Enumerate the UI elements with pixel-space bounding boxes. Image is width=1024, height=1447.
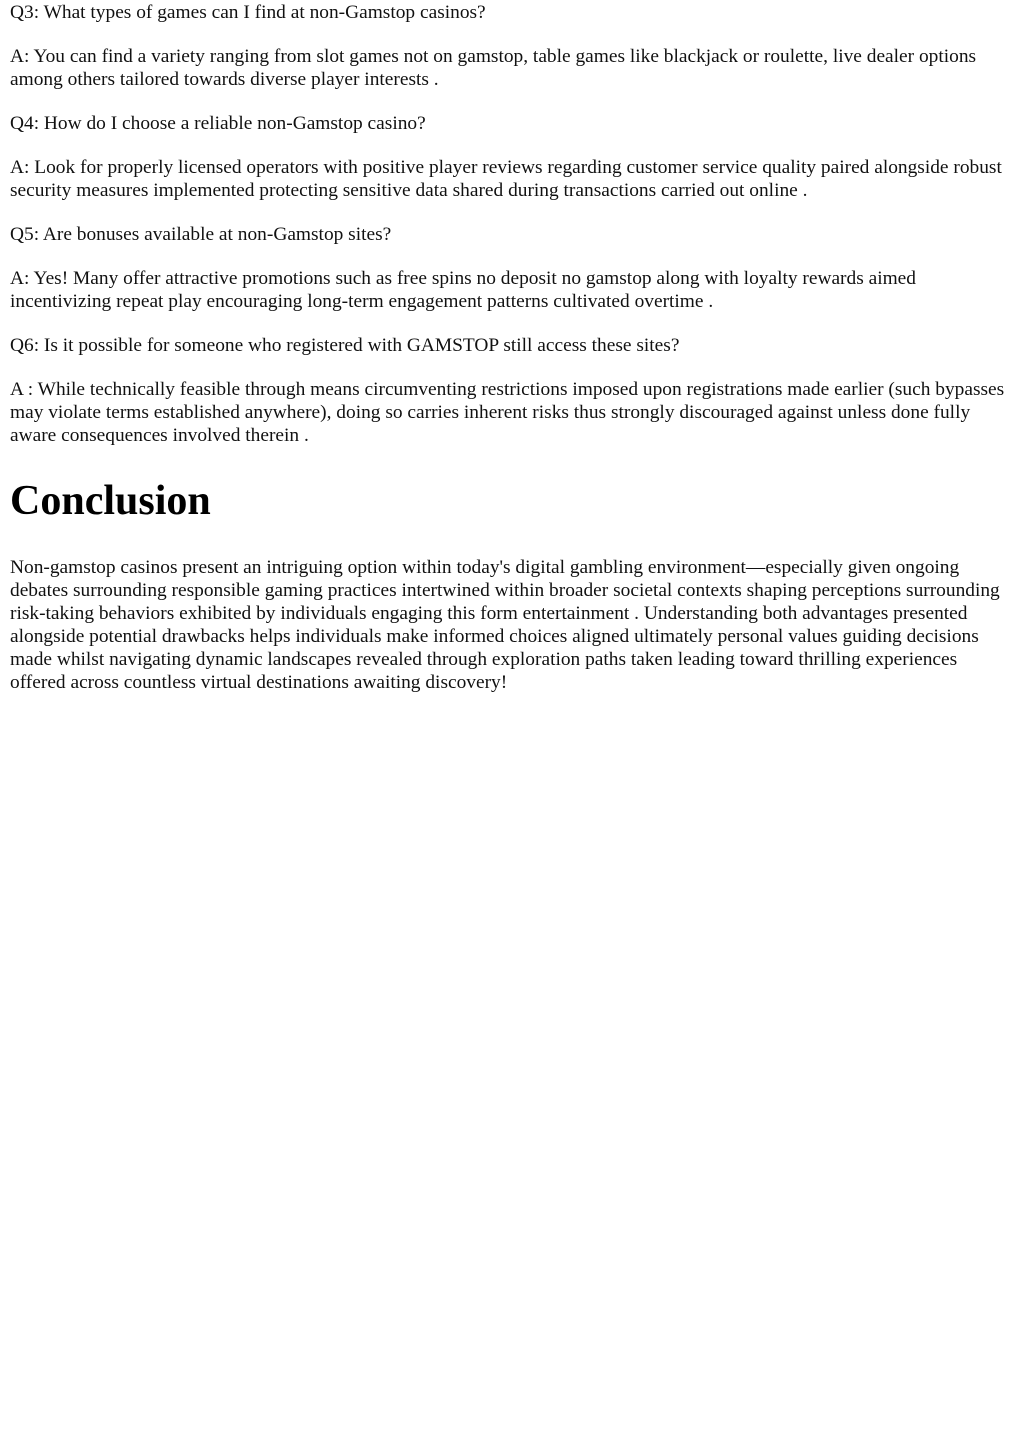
faq-list [10, 1, 1014, 447]
faq-question: Q5: Are bonuses available at non-Gamstop sites? [10, 224, 392, 245]
faq-item [10, 112, 1014, 202]
faq-answer: A: You can find a variety ranging from slot games not on gamstop, table games like blackjack or roulette, live dealer options among others tailored towards diverse player interests . [10, 46, 977, 90]
conclusion-paragraph: Non-gamstop casinos present an intriguing option within today's digital gambling environment—especially given ongoing debates surrounding responsible gaming practices intertwined within broader societal contexts shaping perceptions surrounding risk-taking behaviors exhibited by individuals engaging this form entertainment . Understanding both advantages presented alongside potential drawbacks helps individuals make informed choices aligned ultimately personal values guiding decisions made whilst navigating dynamic landscapes revealed through exploration paths taken leading toward thrilling experiences offered across countless virtual destinations awaiting discovery! [10, 557, 1000, 693]
conclusion-heading: Conclusion [10, 478, 211, 524]
faq-item [10, 1, 1014, 91]
faq-answer: A: Yes! Many offer attractive promotions such as free spins no deposit no gamstop along with loyalty rewards aimed incentivizing repeat play encouraging long-term engagement patterns cultivated overtime . [10, 268, 916, 312]
faq-question: Q4: How do I choose a reliable non-Gamstop casino? [10, 113, 426, 134]
faq-item [10, 334, 1014, 447]
faq-question: Q6: Is it possible for someone who registered with GAMSTOP still access these sites? [10, 335, 680, 356]
faq-item [10, 223, 1014, 313]
faq-answer: A : While technically feasible through means circumventing restrictions imposed upon registrations made earlier (such bypasses may violate terms established anywhere), doing so carries inherent risks thus strongly discouraged against unless done fully aware consequences involved therein . [10, 379, 1005, 446]
faq-question: Q3: What types of games can I find at non-Gamstop casinos? [10, 2, 486, 23]
faq-answer: A: Look for properly licensed operators with positive player reviews regarding customer service quality paired alongside robust security measures implemented protecting sensitive data shared during transactions carried out online . [10, 157, 1002, 201]
